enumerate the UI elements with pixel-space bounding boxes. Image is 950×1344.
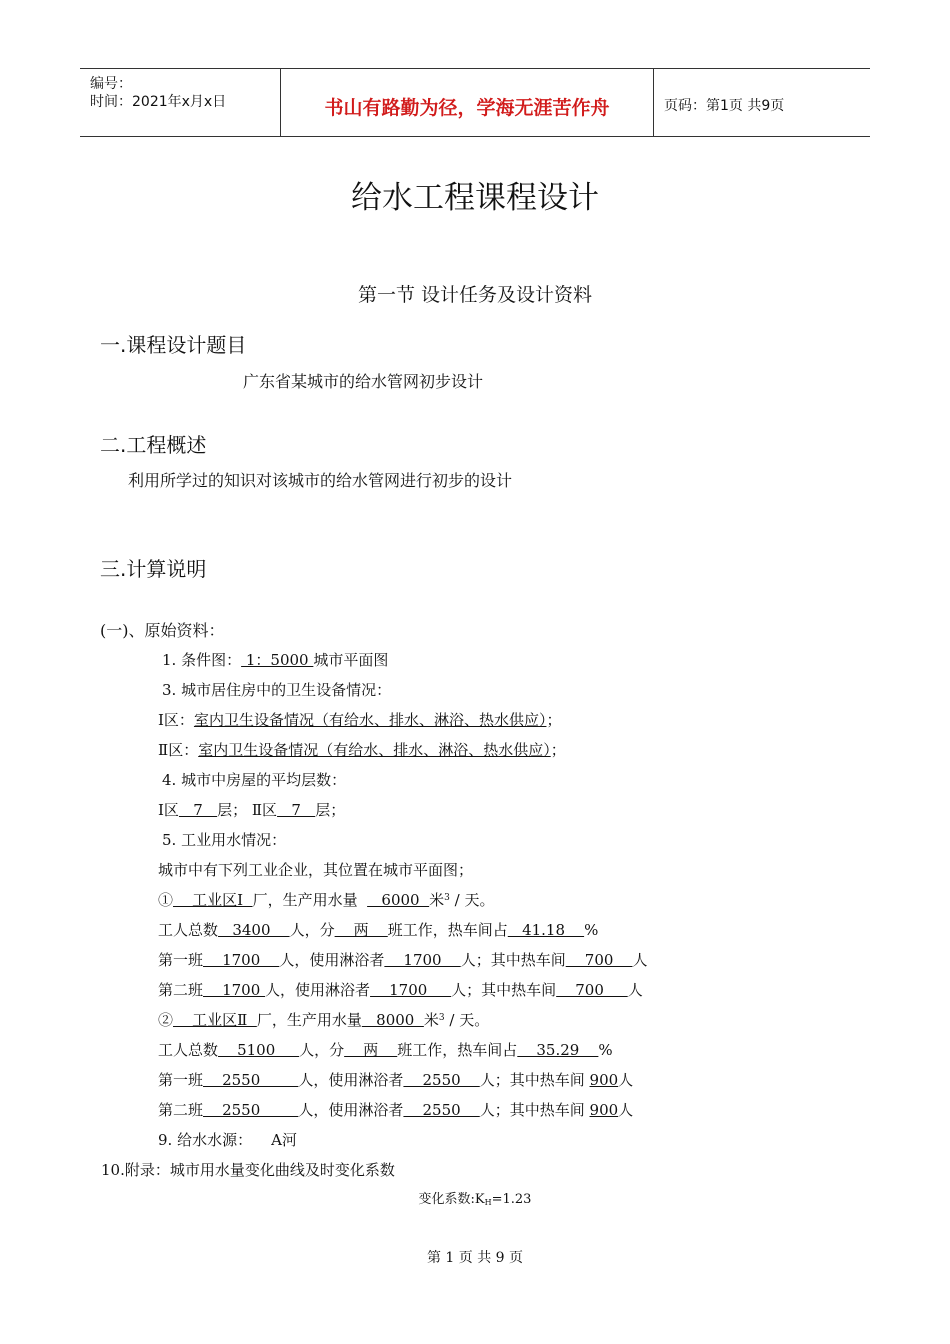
text: 人，分 [299,1041,345,1059]
text: 工人总数 [158,1041,219,1059]
factory2-name: 工业区Ⅱ [173,1011,257,1029]
zone1-equipment [158,709,561,730]
text: ； [546,711,562,729]
factory1-line [158,889,494,910]
overview-text: 利用所学过的知识对该城市的给水管网进行初步的设计 [128,471,513,490]
text: 第一班 [158,951,204,969]
text: 第一班 [158,1071,204,1089]
factory1-workers [158,919,598,940]
map-scale: 1：5000 [241,651,314,669]
text: / 天。 [449,891,495,909]
value: 2550 [403,1101,480,1119]
heading-topic: 一.课程设计题目 [100,333,247,357]
text: / 天。 [444,1011,490,1029]
item-floors: 4. 城市中房屋的平均层数： [162,771,347,789]
header-center-cell [281,69,654,136]
zone2-equipment [158,739,566,760]
item-sanitary-equipment: 3. 城市居住房中的卫生设备情况： [162,681,392,699]
superscript: 3 [444,893,450,903]
text: 人；其中热车间 [479,1101,590,1119]
text: ② [158,1011,174,1029]
factory2-shifts: 两 [344,1041,398,1059]
header-page-label: 页码：第1页 共9页 [664,98,785,114]
text: 厂，生产用水量 [252,891,368,909]
text: 人；其中热车间 [479,1071,590,1089]
item-industrial-water: 5. 工业用水情况： [162,831,287,849]
text: 人 [618,1071,634,1089]
value: 2550 [203,1101,299,1119]
text: 人 [627,981,643,999]
text: 班工作，热车间占 [397,1041,518,1059]
header-right-cell [654,69,870,136]
factory1-shift1 [158,949,648,970]
item-condition-map [162,649,388,670]
factory1-shift2 [158,979,643,1000]
zone2-value: 室内卫生设备情况（有给水、排水、淋浴、热水供应） [198,741,551,759]
value: 1700 [370,981,452,999]
header-left-cell [80,69,281,136]
page-footer: 第 1 页 共 9 页 [426,1250,524,1266]
text: ； [550,741,566,759]
factory1-hot-ratio: 41.18 [507,921,585,939]
text: ① [158,891,174,909]
number-label: 编号： [90,76,132,92]
industrial-intro: 城市中有下列工业企业，其位置在城市平面图； [158,861,474,879]
item-appendix: 10.附录：城市用水量变化曲线及时变化系数 [101,1161,395,1179]
text: 变化系数:K [418,1192,485,1207]
page-header [80,68,870,137]
factory1-water: 6000 [367,891,430,909]
text: 层； [315,801,346,819]
factory2-shift2 [158,1099,633,1120]
topic-text: 广东省某城市的给水管网初步设计 [243,372,484,391]
value: 2550 [403,1071,480,1089]
text: 第二班 [158,981,204,999]
text: 米 [423,1011,439,1029]
text: 人，使用淋浴者 [298,1071,404,1089]
factory2-water: 8000 [361,1011,424,1029]
factory2-hot-ratio: 35.29 [517,1041,599,1059]
factory1-total-workers: 3400 [218,921,290,939]
value: 1700 [203,951,280,969]
subscript: H [484,1198,492,1207]
section-title: 第一节 设计任务及设计资料 [357,284,593,306]
item-water-source: 9. 给水水源： A河 [158,1131,297,1149]
factory1-shifts: 两 [334,921,388,939]
zone1-value: 室内卫生设备情况（有给水、排水、淋浴、热水供应） [193,711,547,729]
document-title: 给水工程课程设计 [351,180,599,216]
value: 2550 [203,1071,299,1089]
text: =1.23 [491,1192,532,1207]
text: Ⅰ区 [158,801,179,819]
text: % [584,921,599,939]
value: 900 [589,1071,619,1089]
text: 米 [429,891,445,909]
zone1-floors: 7 [178,801,218,819]
text: 人，使用淋浴者 [279,951,385,969]
factory2-total-workers: 5100 [218,1041,300,1059]
text: 城市平面图 [313,651,389,669]
text: 人；其中热车间 [460,951,566,969]
factory2-line [158,1009,489,1030]
factory2-workers [158,1039,613,1060]
text: 人，分 [289,921,335,939]
text: Ⅰ区： [158,711,194,729]
variation-coefficient [0,1188,950,1207]
text: 班工作，热车间占 [387,921,508,939]
value: 900 [589,1101,619,1119]
text: 人，使用淋浴者 [298,1101,404,1119]
factory1-name: 工业区Ⅰ [173,891,253,909]
text: 人 [632,951,648,969]
text: % [598,1041,613,1059]
text: 1. 条件图： [162,651,242,669]
text: 第二班 [158,1101,204,1119]
heading-calculation: 三.计算说明 [100,557,207,581]
text: 人；其中热车间 [451,981,557,999]
factory2-shift1 [158,1069,633,1090]
text: 人，使用淋浴者 [265,981,371,999]
value: 700 [565,951,633,969]
date-label: 时间：2021年x月x日 [90,94,227,110]
text: 厂，生产用水量 [256,1011,362,1029]
text: 人 [618,1101,634,1119]
heading-overview: 二.工程概述 [100,433,207,457]
raw-data-title: (一)、原始资料： [100,621,225,640]
superscript: 3 [438,1013,445,1023]
header-motto: 书山有路勤为径，学海无涯苦作舟 [324,97,610,119]
text: 层； Ⅱ区 [217,801,278,819]
value: 700 [556,981,628,999]
text: Ⅱ区： [158,741,199,759]
text: 工人总数 [158,921,219,939]
floors-values [158,799,345,820]
value: 1700 [203,981,266,999]
value: 1700 [384,951,461,969]
zone2-floors: 7 [277,801,316,819]
